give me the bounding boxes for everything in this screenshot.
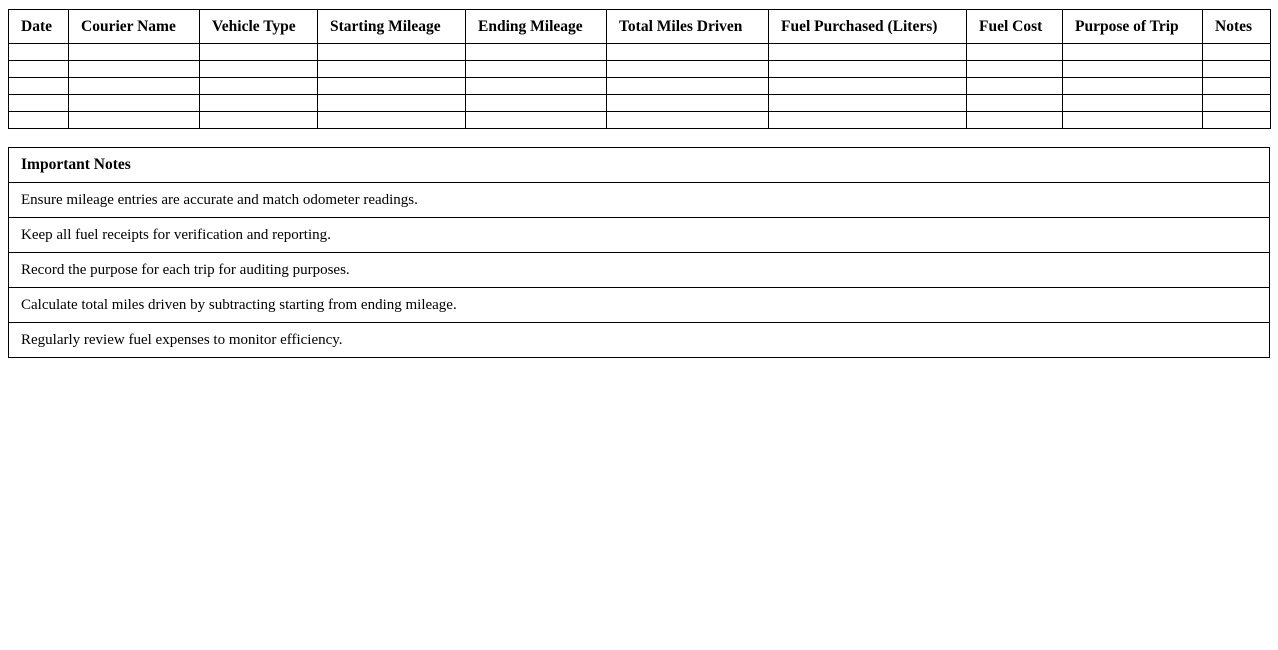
list-item [9, 183, 1270, 218]
table-cell[interactable] [967, 95, 1063, 112]
table-cell[interactable] [69, 61, 200, 78]
mileage-fuel-log-table [8, 9, 1271, 129]
table-cell[interactable] [607, 95, 769, 112]
table-cell[interactable] [466, 112, 607, 129]
table-cell[interactable] [318, 95, 466, 112]
table-cell[interactable] [69, 44, 200, 61]
table-cell[interactable] [466, 95, 607, 112]
table-cell[interactable] [466, 78, 607, 95]
header-fuel-purchased: Fuel Purchased (Liters) [769, 10, 967, 44]
log-table-header [9, 10, 1271, 44]
table-cell[interactable] [967, 78, 1063, 95]
table-cell[interactable] [200, 95, 318, 112]
header-row [9, 10, 1271, 44]
header-notes: Notes [1203, 10, 1271, 44]
table-cell[interactable] [9, 95, 69, 112]
table-cell[interactable] [466, 61, 607, 78]
note-text: Ensure mileage entries are accurate and match odometer readings. [9, 183, 1270, 218]
header-total-miles-driven: Total Miles Driven [607, 10, 769, 44]
table-cell[interactable] [1063, 112, 1203, 129]
notes-header-row [9, 148, 1270, 183]
table-cell[interactable] [318, 44, 466, 61]
table-cell[interactable] [200, 61, 318, 78]
table-cell[interactable] [769, 44, 967, 61]
table-cell[interactable] [69, 112, 200, 129]
table-cell[interactable] [967, 61, 1063, 78]
list-item [9, 323, 1270, 358]
table-cell[interactable] [1063, 78, 1203, 95]
table-cell[interactable] [1203, 78, 1271, 95]
table-cell[interactable] [200, 78, 318, 95]
header-purpose-of-trip: Purpose of Trip [1063, 10, 1203, 44]
table-cell[interactable] [607, 78, 769, 95]
table-cell[interactable] [967, 112, 1063, 129]
note-text: Keep all fuel receipts for verification and reporting. [9, 218, 1270, 253]
table-row [9, 112, 1271, 129]
header-ending-mileage: Ending Mileage [466, 10, 607, 44]
table-cell[interactable] [1203, 61, 1271, 78]
table-row [9, 95, 1271, 112]
table-cell[interactable] [318, 112, 466, 129]
table-cell[interactable] [1203, 95, 1271, 112]
header-fuel-cost: Fuel Cost [967, 10, 1063, 44]
log-table-body [9, 44, 1271, 129]
table-cell[interactable] [9, 78, 69, 95]
table-cell[interactable] [466, 44, 607, 61]
header-starting-mileage: Starting Mileage [318, 10, 466, 44]
table-cell[interactable] [769, 112, 967, 129]
table-row [9, 61, 1271, 78]
important-notes-table [8, 147, 1270, 358]
note-text: Record the purpose for each trip for auditing purposes. [9, 253, 1270, 288]
table-cell[interactable] [769, 95, 967, 112]
table-cell[interactable] [9, 112, 69, 129]
table-cell[interactable] [9, 44, 69, 61]
table-cell[interactable] [1203, 44, 1271, 61]
table-cell[interactable] [1063, 95, 1203, 112]
table-cell[interactable] [318, 61, 466, 78]
list-item [9, 218, 1270, 253]
table-cell[interactable] [967, 44, 1063, 61]
table-cell[interactable] [69, 78, 200, 95]
header-date: Date [9, 10, 69, 44]
table-cell[interactable] [769, 78, 967, 95]
table-cell[interactable] [69, 95, 200, 112]
table-cell[interactable] [200, 112, 318, 129]
table-cell[interactable] [607, 44, 769, 61]
table-row [9, 78, 1271, 95]
table-cell[interactable] [607, 61, 769, 78]
notes-title: Important Notes [9, 148, 1270, 183]
table-cell[interactable] [200, 44, 318, 61]
table-cell[interactable] [1063, 61, 1203, 78]
table-cell[interactable] [318, 78, 466, 95]
table-cell[interactable] [607, 112, 769, 129]
table-cell[interactable] [1203, 112, 1271, 129]
list-item [9, 288, 1270, 323]
note-text: Calculate total miles driven by subtracting starting from ending mileage. [9, 288, 1270, 323]
table-cell[interactable] [9, 61, 69, 78]
header-courier-name: Courier Name [69, 10, 200, 44]
table-cell[interactable] [769, 61, 967, 78]
header-vehicle-type: Vehicle Type [200, 10, 318, 44]
note-text: Regularly review fuel expenses to monitor efficiency. [9, 323, 1270, 358]
table-cell[interactable] [1063, 44, 1203, 61]
list-item [9, 253, 1270, 288]
table-row [9, 44, 1271, 61]
